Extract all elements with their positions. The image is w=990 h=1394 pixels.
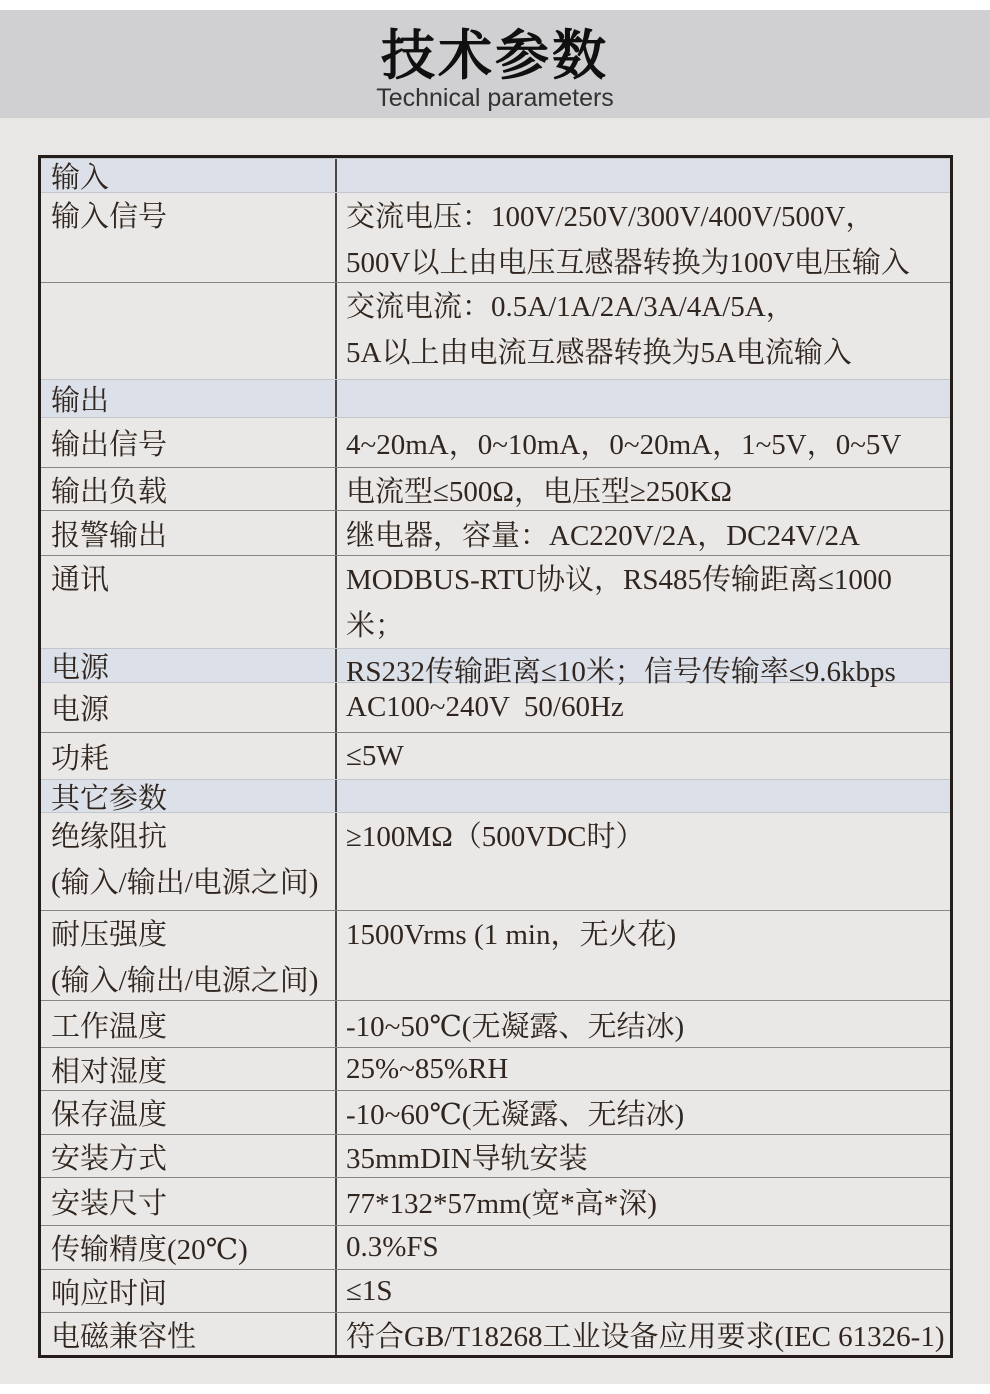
table-row [41,282,950,379]
section-row [41,158,950,192]
param-label: 电磁兼容性 [41,1313,337,1355]
param-label: 电源 [41,683,337,732]
param-value: ≤1S [346,1274,393,1307]
param-label-line: 绝缘阻抗 [51,821,168,853]
param-value: 符合GB/T18268工业设备应用要求(IEC 61326-1) [346,1320,945,1353]
section-row [41,648,950,682]
param-value: 35mmDIN导轨安装 [346,1142,588,1175]
param-value: 1500Vrms (1 min，无火花) [346,919,677,951]
table-row [41,417,950,467]
table-row [41,467,950,510]
table-row [41,1177,950,1225]
table-row [41,1047,950,1090]
table-row [41,812,950,910]
table-row [41,510,950,555]
table-row [41,1225,950,1269]
param-label: 其它参数 [41,780,337,812]
table-row [41,1134,950,1177]
param-label: 安装尺寸 [41,1178,337,1225]
table-row [41,1269,950,1312]
param-label: 安装方式 [41,1135,337,1177]
table-row [41,1312,950,1355]
param-label: 输入信号 [41,193,337,282]
param-value: -10~60℃(无凝露、无结冰) [346,1099,685,1131]
param-value [337,193,950,282]
spec-table [38,155,953,1358]
param-value: AC100~240V 50/60Hz [346,691,624,723]
param-label: 输出信号 [41,418,337,467]
section-row [41,779,950,815]
table-row [41,1090,950,1134]
param-label: 输出负载 [41,468,337,510]
param-label: 输出 [41,380,337,417]
param-value: 0.3%FS [346,1231,439,1263]
param-label: 报警输出 [41,511,337,555]
param-value [337,780,950,812]
param-value [337,283,950,379]
param-label: 功耗 [41,733,337,779]
param-value: -10~50℃(无凝露、无结冰) [346,1010,685,1043]
param-value [337,556,950,688]
param-value-line: 交流电压：100V/250V/300V/400V/500V， [346,201,875,233]
param-label: 传输精度(20℃) [41,1226,337,1269]
param-value: ≥100MΩ（500VDC时） [346,821,645,853]
param-value: 77*132*57mm(宽*高*深) [346,1188,657,1220]
param-value-line: MODBUS-RTU协议，RS485传输距离≤1000米； [346,564,892,642]
page-subtitle: Technical parameters [376,84,614,112]
param-label-line: 耐压强度 [51,919,168,951]
param-label: 输入 [41,159,337,192]
param-value [337,380,950,417]
param-value: 25%~85%RH [346,1052,509,1085]
table-row [41,682,950,732]
param-label [41,813,337,910]
param-value-line: 5A以上由电流互感器转换为5A电流输入 [346,337,852,369]
table-row [41,732,950,779]
param-label [41,283,337,379]
param-value [337,159,950,192]
param-label: 响应时间 [41,1270,337,1312]
table-row [41,192,950,282]
section-row [41,379,950,417]
param-value-line: 交流电流：0.5A/1A/2A/3A/4A/5A， [346,291,795,323]
param-label: 工作温度 [41,1001,337,1047]
param-label [41,911,337,1000]
content-area [0,118,990,1384]
table-row [41,910,950,1000]
param-value: 电流型≤500Ω，电压型≥250KΩ [346,475,732,508]
param-value-line: 500V以上由电压互感器转换为100V电压输入 [346,247,910,279]
page-title: 技术参数 [381,26,609,86]
param-label: 保存温度 [41,1091,337,1134]
title-band [0,10,990,118]
param-label-line: (输入/输出/电源之间) [51,965,319,997]
param-value-line: RS232传输距离≤10米；信号传输率≤9.6kbps [346,656,896,688]
param-label-line: (输入/输出/电源之间) [51,867,319,899]
table-row [41,1000,950,1047]
param-value [337,649,950,682]
param-label: 相对湿度 [41,1048,337,1090]
param-value: 4~20mA，0~10mA，0~20mA，1~5V，0~5V [346,429,902,461]
param-value: 继电器，容量：AC220V/2A，DC24V/2A [346,519,860,552]
page [0,10,990,1384]
param-label: 电源 [41,649,337,682]
param-value: ≤5W [346,739,404,772]
param-label: 通讯 [41,556,337,648]
